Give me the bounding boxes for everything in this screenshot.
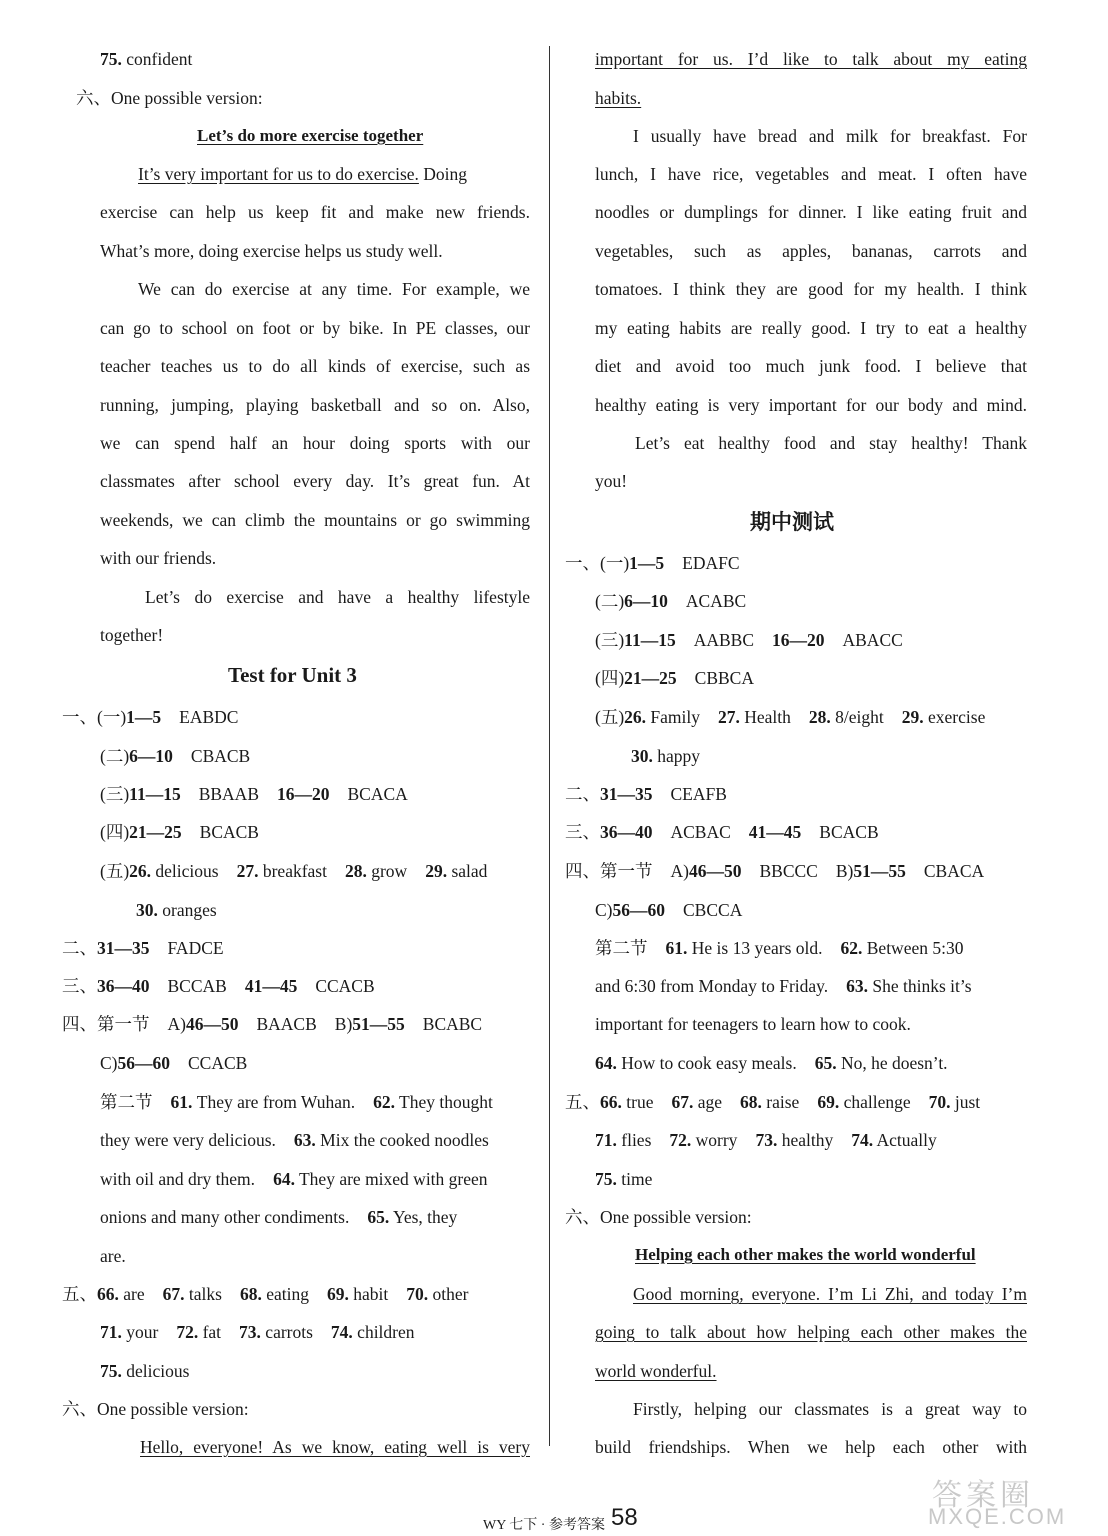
essay-line: classmates after school every day. It’s great fun. At bbox=[100, 471, 530, 491]
answer-line: (二)6—10 CBACB bbox=[100, 746, 251, 766]
section-label: 六、One possible version: bbox=[62, 1399, 249, 1419]
answer-line: and 6:30 from Monday to Friday. 63. She thinks it’s bbox=[595, 976, 972, 996]
essay-line: habits. bbox=[595, 88, 642, 108]
essay-line: Firstly, helping our classmates is a great way to bbox=[633, 1399, 1027, 1419]
footer-label: WY 七下 · 参考答案 bbox=[483, 1518, 605, 1533]
essay-line: lunch, I have rice, vegetables and meat. I often have bbox=[595, 164, 1027, 184]
watermark-text: 答案圈 bbox=[932, 1479, 1034, 1512]
answer-line: (三)11—15 BBAAB 16—20 BCACA bbox=[100, 784, 408, 804]
answer-line: onions and many other condiments. 65. Yes, they bbox=[100, 1207, 458, 1227]
essay-line: noodles or dumplings for dinner. I like eating fruit and bbox=[595, 202, 1027, 222]
essay-line: vegetables, such as apples, bananas, carrots and bbox=[595, 241, 1027, 261]
answer-line: 三、36—40 BCCAB 41—45 CCACB bbox=[62, 976, 375, 996]
answer-line: 75. delicious bbox=[100, 1361, 190, 1381]
essay-line: Hello, everyone! As we know, eating well is very bbox=[140, 1437, 530, 1457]
answer-line: 30. oranges bbox=[136, 900, 217, 920]
answer-line: 71. your 72. fat 73. carrots 74. children bbox=[100, 1322, 415, 1342]
answer-line: 二、31—35 CEAFB bbox=[565, 784, 727, 804]
essay-line: teacher teaches us to do all kinds of exercise, such as bbox=[100, 356, 530, 376]
essay-line: exercise can help us keep fit and make new friends. bbox=[100, 202, 530, 222]
section-heading: Test for Unit 3 bbox=[228, 663, 357, 687]
answer-line: 四、第一节 A)46—50 BAACB B)51—55 BCABC bbox=[62, 1014, 483, 1034]
answer-line: (四)21—25 BCACB bbox=[100, 822, 259, 842]
answer-line: (二)6—10 ACABC bbox=[595, 591, 747, 611]
answer-line: (五)26. Family 27. Health 28. 8/eight 29. exercise bbox=[595, 707, 986, 727]
answer-line: 第二节 61. He is 13 years old. 62. Between 5:30 bbox=[595, 938, 964, 958]
essay-line: my eating habits are really good. I try to eat a healthy bbox=[595, 318, 1027, 338]
answer-line: 二、31—35 FADCE bbox=[62, 938, 224, 958]
answer-line: 一、(一)1—5 EDAFC bbox=[565, 553, 740, 573]
answer-line: C)56—60 CBCCA bbox=[595, 900, 743, 920]
essay-line: with our friends. bbox=[100, 548, 217, 568]
essay-line: running, jumping, playing basketball and so on. Also, bbox=[100, 395, 530, 415]
essay-line: diet and avoid too much junk food. I believe that bbox=[595, 356, 1027, 376]
essay-line: important for us. I’d like to talk about my eating bbox=[595, 49, 1027, 69]
section-heading: 期中测试 bbox=[750, 510, 834, 534]
answer-line: 75. time bbox=[595, 1169, 653, 1189]
essay-line: together! bbox=[100, 625, 164, 645]
essay-line: weekends, we can climb the mountains or go swimming bbox=[100, 510, 530, 530]
answer-line: 五、66. are 67. talks 68. eating 69. habit 70. other bbox=[62, 1284, 469, 1304]
column-divider bbox=[549, 46, 550, 1446]
answer-line: 五、66. true 67. age 68. raise 69. challenge 70. just bbox=[565, 1092, 981, 1112]
page-number: 58 bbox=[611, 1504, 638, 1531]
section-label: 六、One possible version: bbox=[76, 88, 263, 108]
essay-line: What’s more, doing exercise helps us study well. bbox=[100, 241, 443, 261]
essay-title: Helping each other makes the world wonderful bbox=[635, 1245, 976, 1264]
essay-line: healthy eating is very important for our body and mind. bbox=[595, 395, 1027, 415]
section-label: 六、One possible version: bbox=[565, 1207, 752, 1227]
answer-line: important for teenagers to learn how to cook. bbox=[595, 1014, 911, 1034]
essay-line: We can do exercise at any time. For example, we bbox=[138, 279, 530, 299]
essay-line: Good morning, everyone. I’m Li Zhi, and today I’m bbox=[633, 1284, 1027, 1304]
answer-line: 64. How to cook easy meals. 65. No, he doesn’t. bbox=[595, 1053, 948, 1073]
answer-line: 30. happy bbox=[631, 746, 701, 766]
answer-line: 三、36—40 ACBAC 41—45 BCACB bbox=[565, 822, 879, 842]
answer-line: with oil and dry them. 64. They are mixed with green bbox=[100, 1169, 488, 1189]
answer-line: 71. flies 72. worry 73. healthy 74. Actually bbox=[595, 1130, 937, 1150]
essay-line: world wonderful. bbox=[595, 1361, 717, 1381]
essay-line: tomatoes. I think they are good for my health. I think bbox=[595, 279, 1027, 299]
answer-line: (四)21—25 CBBCA bbox=[595, 668, 754, 688]
answer-line: 75. confident bbox=[100, 49, 193, 69]
essay-line: build friendships. When we help each other with bbox=[595, 1437, 1027, 1457]
answer-line: (五)26. delicious 27. breakfast 28. grow 29. salad bbox=[100, 861, 488, 881]
essay-line: Let’s do exercise and have a healthy lifestyle bbox=[145, 587, 530, 607]
answer-line: are. bbox=[100, 1246, 126, 1266]
watermark bbox=[912, 1470, 1104, 1532]
essay-line: I usually have bread and milk for breakfast. For bbox=[633, 126, 1027, 146]
essay-line: you! bbox=[595, 471, 628, 491]
essay-line: can go to school on foot or by bike. In PE classes, our bbox=[100, 318, 530, 338]
essay-line: It’s very important for us to do exercise. Doing bbox=[138, 164, 468, 184]
answer-line: 四、第一节 A)46—50 BBCCC B)51—55 CBACA bbox=[565, 861, 985, 881]
answer-line: 第二节 61. They are from Wuhan. 62. They thought bbox=[100, 1092, 493, 1112]
essay-line: Let’s eat healthy food and stay healthy! Thank bbox=[635, 433, 1027, 453]
essay-line: we can spend half an hour doing sports with our bbox=[100, 433, 530, 453]
essay-title: Let’s do more exercise together bbox=[197, 126, 424, 145]
essay-line: going to talk about how helping each other makes the bbox=[595, 1322, 1027, 1342]
watermark-url: MXQE.COM bbox=[928, 1504, 1067, 1529]
answer-line: they were very delicious. 63. Mix the cooked noodles bbox=[100, 1130, 489, 1150]
answer-line: (三)11—15 AABBC 16—20 ABACC bbox=[595, 630, 903, 650]
answer-line: 一、(一)1—5 EABDC bbox=[62, 707, 239, 727]
answer-line: C)56—60 CCACB bbox=[100, 1053, 248, 1073]
